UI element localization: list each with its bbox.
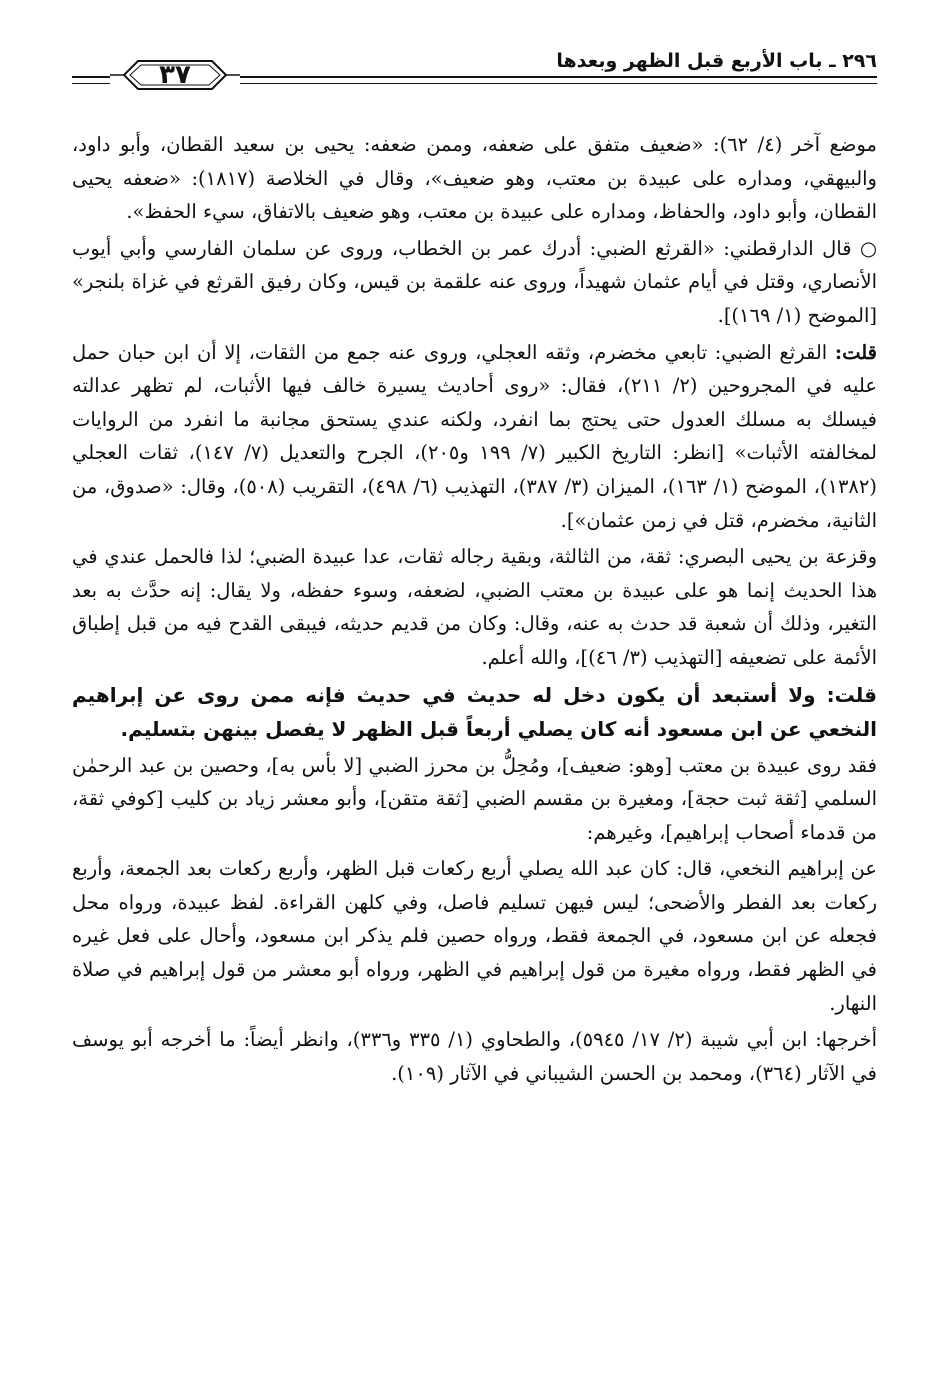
paragraph-2 [72,232,877,333]
paragraph-text: قلت: ولا أستبعد أن يكون دخل له حديث في حديث فإنه ممن روى عن إبراهيم النخعي عن ابن مسعود أنه كان يصلي أربعاً قبل الظهر لا يفصل بينهن بتسليم. [72,682,877,741]
paragraph-text: فقد روى عبيدة بن معتب [وهو: ضعيف]، ومُحِلُّ بن محرز الضبي [لا بأس به]، وحصين بن عبد الرحمٰن السلمي [ثقة ثبت حجة]، ومغيرة بن مقسم الضبي [ثقة متقن]، وأبو معشر زياد بن كليب [كوفي ثقة، من قدماء أصحاب إبراهيم]، وغيرهم: [72,753,877,844]
page-number-badge [110,58,240,92]
page-header [72,0,877,100]
paragraph-5-emphasis [72,678,877,746]
paragraph-text: القرثع الضبي: تابعي مخضرم، وثقه العجلي، وروى عنه جمع من الثقات، إلا أن ابن حبان حمل عليه في المجروحين (٢/ ٢١١)، فقال: «روى أحاديث يسيرة خالف فيها الأثبات، لم تظهر عدالته فيسلك به مسلك العدول حتى يحتج بما انفرد، ولكنه عندي يستحق مجانبة ما انفرد من الروايات لمخالفته الأثبات» [انظر: التاريخ الكبير (٧/ ١٩٩ و٢٠٥)، الجرح والتعديل (٧/ ١٤٧)، ثقات العجلي (١٣٨٢)، الموضح (١/ ١٦٣)، الميزان (٣/ ٣٨٧)، التهذيب (٦/ ٤٩٨)، التقريب (٥٠٨)، وقال: «صدوق، من الثانية، مخضرم، قتل في زمن عثمان»]. [72,340,877,532]
paragraph-1 [72,128,877,229]
running-title: ٢٩٦ ـ باب الأربع قبل الظهر وبعدها [556,50,877,72]
paragraph-6 [72,749,877,850]
paragraph-4 [72,540,877,674]
paragraph-text: عن إبراهيم النخعي، قال: كان عبد الله يصلي أربع ركعات قبل الظهر، وأربع ركعات بعد الجمعة، وأربع ركعات بعد الفطر والأضحى؛ ليس فيهن تسليم فاصل، وفي كلهن القراءة. لفظ عبيدة، ورواه محل فجعله عن ابن مسعود، في الجمعة فقط، ورواه حصين فلم يذكر ابن مسعود، وأحال على فعل غيره في الظهر فقط، ورواه مغيرة من قول إبراهيم في الظهر، ورواه أبو معشر من قول إبراهيم في صلاة النهار. [72,857,877,1015]
paragraph-text: موضع آخر (٤/ ٦٢): «ضعيف متفق على ضعفه، وممن ضعفه: يحيى بن سعيد القطان، وأبو داود، والبيهقي، ومداره على عبيدة بن معتب، وهو ضعيف»، وقال في الخلاصة (١٨١٧): «ضعفه يحيى القطان، وأبو داود، والحفاظ، ومداره على عبيدة بن معتب، وهو ضعيف بالاتفاق، سيء الحفظ». [72,133,877,224]
paragraph-3 [72,336,877,538]
paragraph-8 [72,1023,877,1090]
paragraph-text: ○ قال الدارقطني: «القرثع الضبي: أدرك عمر بن الخطاب، وروى عن سلمان الفارسي وأبي أيوب الأنصاري، وقتل في أيام عثمان شهيداً، وروى عنه علقمة بن قيس، وكان رفيق القرثع في غزاة بلنجر» [الموضح (١/ ١٦٩)]. [72,236,877,327]
paragraph-text: أخرجها: ابن أبي شيبة (٢/ ١٧/ ٥٩٤٥)، والطحاوي (١/ ٣٣٥ و٣٣٦)، وانظر أيضاً: ما أخرجه أبو يوسف في الآثار (٣٦٤)، ومحمد بن الحسن الشيباني في الآثار (١٠٩). [72,1028,877,1085]
body-text [72,128,877,1090]
note-label: قلت: [834,340,877,364]
paragraph-7 [72,852,877,1020]
page-number: ٣٧ [159,60,191,90]
paragraph-text: وقزعة بن يحيى البصري: ثقة، من الثالثة، وبقية رجاله ثقات، عدا عبيدة الضبي؛ لذا فالحمل عندي في هذا الحديث إنما هو على عبيدة بن معتب الضبي، لضعفه، وسوء حفظه، ولا يقال: إنه حدَّث به بعد التغير، وذلك أن شعبة قد حدث به عنه، وقال: وكان من قديم حديثه، فيبقى القدح فيه من قبل إطباق الأئمة على تضعيفه [التهذيب (٣/ ٤٦)]، والله أعلم. [72,545,877,669]
